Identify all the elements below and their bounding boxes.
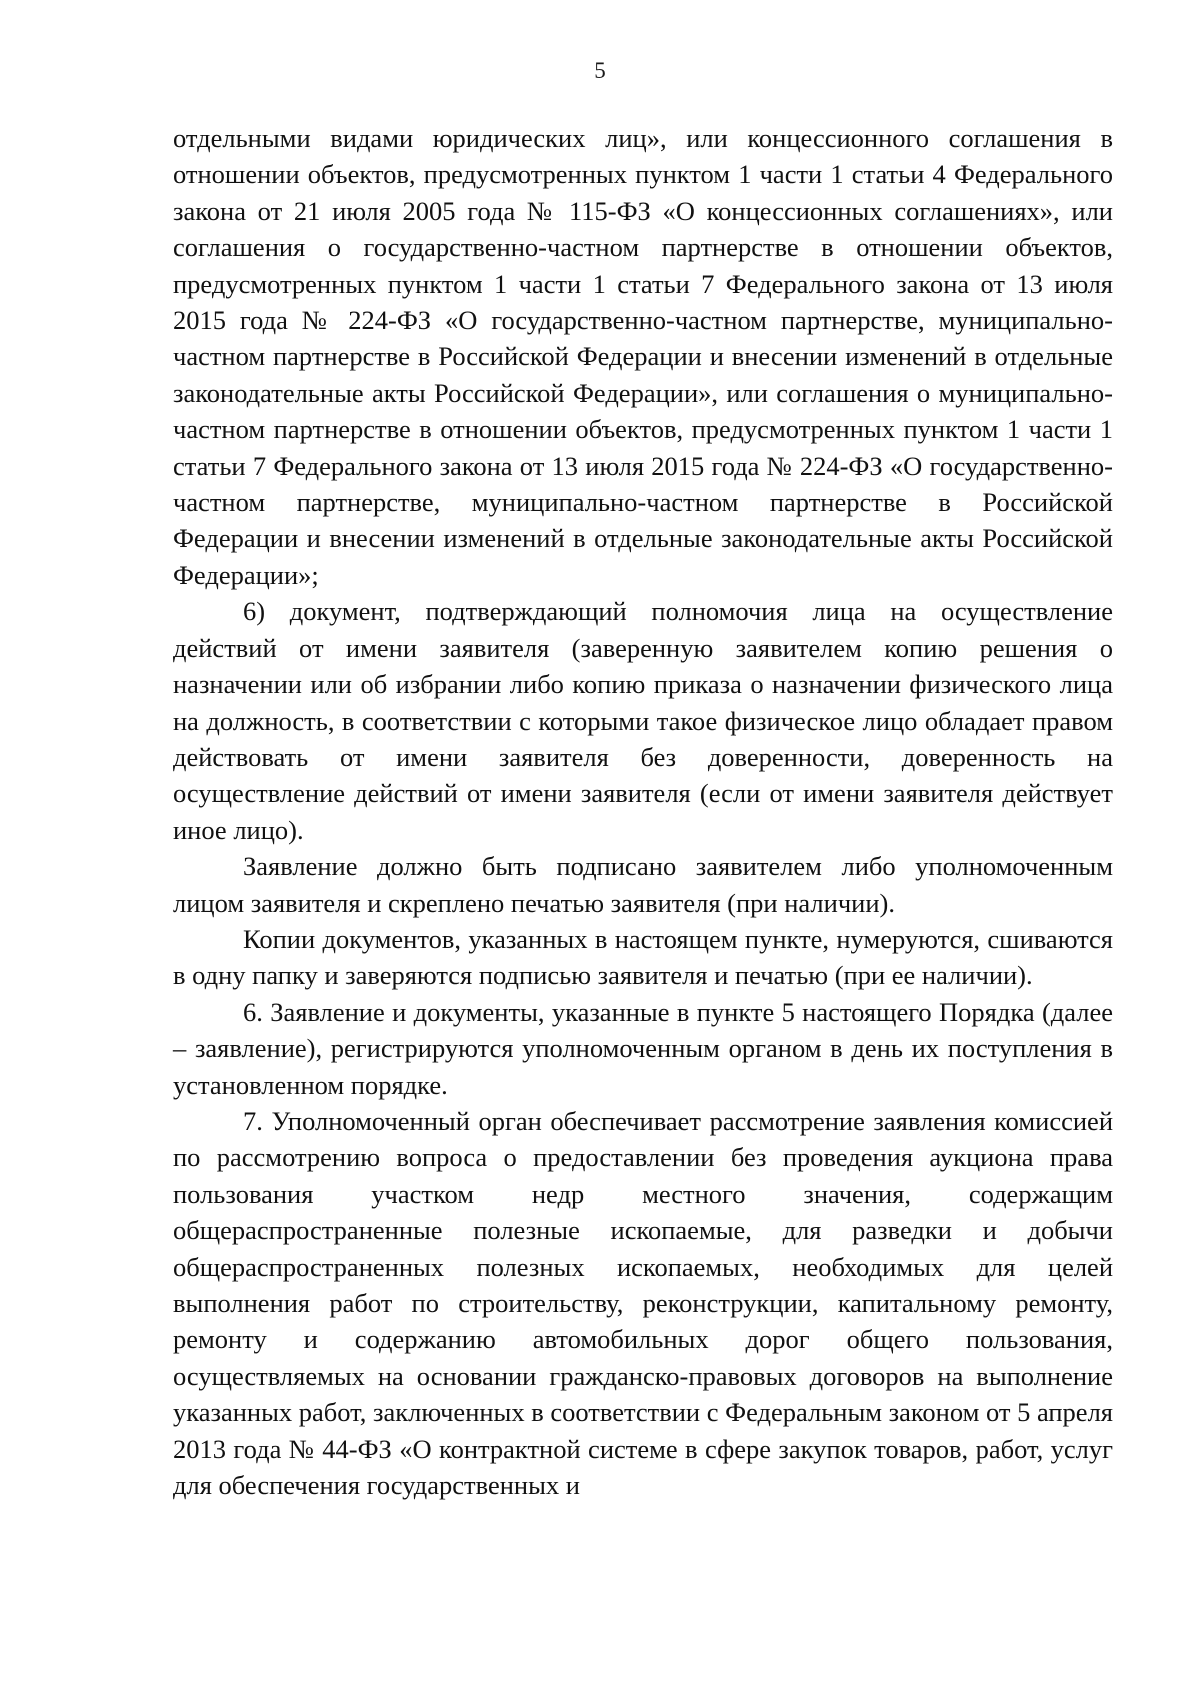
paragraph-clause-7: 7. Уполномоченный орган обеспечивает рассмотрение заявления комиссией по рассмотрению вопроса о предоставлении без проведения аукциона права пользования участком недр местного значения, содержащим общераспространенные полезные ископаемые, для разведки и добычи общераспространенных полезных ископаемых, необходимых для целей выполнения работ по строительству, реконструкции, капитальному ремонту, ремонту и содержанию автомобильных дорог общего пользования, осуществляемых на основании гражданско-правовых договоров на выполнение указанных работ, заключенных в соответствии с Федеральным законом от 5 апреля 2013 года № 44-ФЗ «О контрактной системе в сфере закупок товаров, работ, услуг для обеспечения государственных и bbox=[173, 1105, 1113, 1501]
document-body bbox=[173, 120, 1113, 1503]
paragraph-item-6: 6) документ, подтверждающий полномочия лица на осуществление действий от имени заявителя (заверенную заявителем копию решения о назначении или об избрании либо копию приказа о назначении физического лица на должность, в соответствии с которыми такое физическое лицо обладает правом действовать от имени заявителя без доверенности, доверенность на осуществление действий от имени заявителя (если от имени заявителя действует иное лицо). bbox=[173, 596, 1113, 845]
paragraph-signature-requirement: Заявление должно быть подписано заявителем либо уполномоченным лицом заявителя и скреплено печатью заявителя (при наличии). bbox=[173, 851, 1113, 918]
paragraph-continuation: отдельными видами юридических лиц», или концессионного соглашения в отношении объектов, предусмотренных пунктом 1 части 1 статьи 4 Федерального закона от 21 июля 2005 года № 115-ФЗ «О концессионных соглашениях», или соглашения о государственно-частном партнерстве в отношении объектов, предусмотренных пунктом 1 части 1 статьи 7 Федерального закона от 13 июля 2015 года № 224-ФЗ «О государственно-частном партнерстве, муниципально-частном партнерстве в Российской Федерации и внесении изменений в отдельные законодательные акты Российской Федерации», или соглашения о муниципально-частном партнерстве в отношении объектов, предусмотренных пунктом 1 части 1 статьи 7 Федерального закона от 13 июля 2015 года № 224-ФЗ «О государственно-частном партнерстве, муниципально-частном партнерстве в Российской Федерации и внесении изменений в отдельные законодательные акты Российской Федерации»; bbox=[173, 123, 1113, 590]
paragraph-clause-6: 6. Заявление и документы, указанные в пункте 5 настоящего Порядка (далее – заявление), регистрируются уполномоченным органом в день их поступления в установленном порядке. bbox=[173, 996, 1113, 1100]
paragraph-document-copies: Копии документов, указанных в настоящем пункте, нумеруются, сшиваются в одну папку и заверяются подписью заявителя и печатью (при ее наличии). bbox=[173, 923, 1113, 991]
page-number: 5 bbox=[594, 58, 606, 83]
